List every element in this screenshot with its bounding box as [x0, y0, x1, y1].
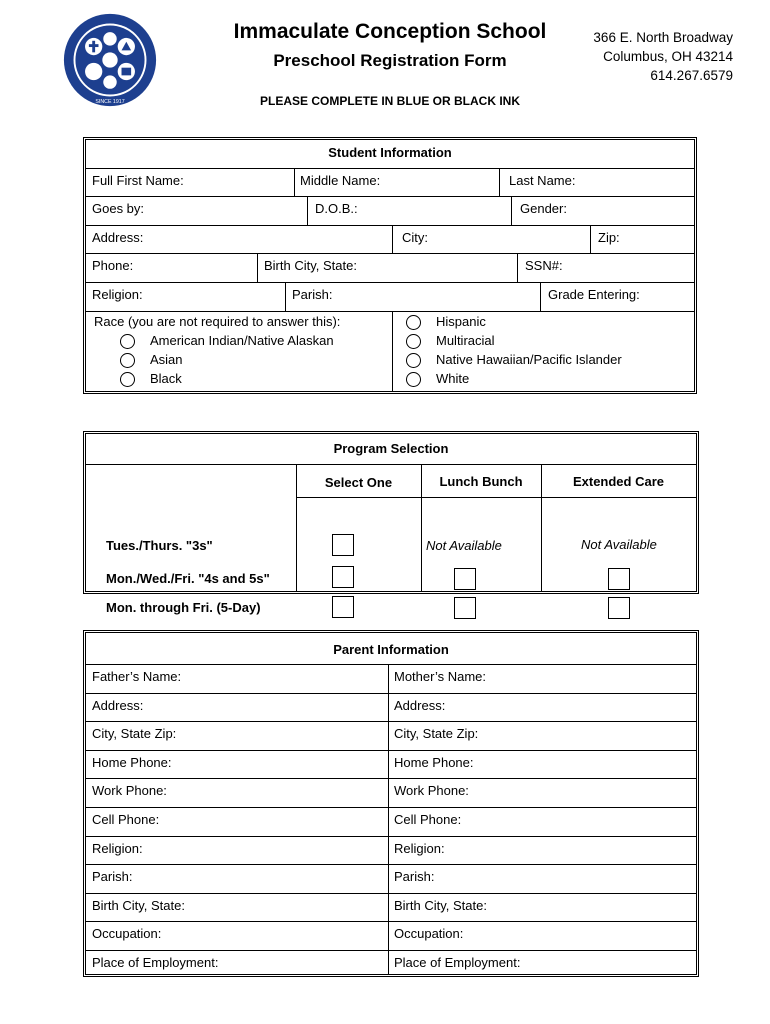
- student-birth-city-state-field[interactable]: Birth City, State:: [264, 258, 357, 273]
- column-extended-care: Extended Care: [572, 474, 665, 489]
- address-line-1: 366 E. North Broadway: [593, 30, 733, 45]
- goes-by-field[interactable]: Goes by:: [92, 201, 145, 216]
- lunch-mon-wed-fri-checkbox[interactable]: [454, 568, 476, 590]
- parent-row: [86, 721, 696, 751]
- mother-field-2[interactable]: City, State Zip:: [394, 726, 479, 742]
- program-row-tues-thurs: Tues./Thurs. "3s": [106, 538, 213, 553]
- race-prompt: Race (you are not required to answer this):: [94, 314, 341, 329]
- parent-row: [86, 778, 696, 808]
- program-selection-section: [83, 431, 699, 615]
- parent-row: [86, 693, 696, 723]
- grade-entering-field[interactable]: Grade Entering:: [548, 287, 640, 302]
- mother-field-4[interactable]: Work Phone:: [394, 783, 469, 799]
- student-religion-field[interactable]: Religion:: [92, 287, 143, 302]
- lunch-five-day-checkbox[interactable]: [454, 597, 476, 619]
- father-field-5[interactable]: Cell Phone:: [92, 812, 160, 827]
- mother-field-5[interactable]: Cell Phone:: [394, 812, 462, 827]
- student-information-heading: Student Information: [328, 145, 452, 160]
- mother-field-1[interactable]: Address:: [394, 697, 446, 713]
- father-field-3[interactable]: Home Phone:: [92, 754, 172, 770]
- parent-row: [86, 807, 696, 837]
- address-line-2: Columbus, OH 43214: [603, 49, 733, 64]
- mother-field-3[interactable]: Home Phone:: [394, 754, 474, 770]
- student-parish-field[interactable]: Parish:: [292, 287, 333, 302]
- program-row-mon-wed-fri: Mon./Wed./Fri. "4s and 5s": [106, 571, 270, 586]
- father-field-0[interactable]: Father’s Name:: [92, 669, 182, 684]
- radio-icon[interactable]: [406, 372, 421, 387]
- svg-text:SINCE 1917: SINCE 1917: [95, 99, 125, 106]
- school-address: [593, 28, 733, 85]
- radio-icon[interactable]: [406, 315, 421, 330]
- father-field-10[interactable]: Place of Employment:: [92, 955, 219, 970]
- extended-mon-wed-fri-checkbox[interactable]: [608, 568, 630, 590]
- father-field-2[interactable]: City, State Zip:: [92, 726, 177, 742]
- lunch-not-available: Not Available: [426, 538, 502, 553]
- parent-information-heading: Parent Information: [333, 642, 449, 657]
- gender-field[interactable]: Gender:: [520, 201, 567, 216]
- father-field-4[interactable]: Work Phone:: [92, 783, 167, 799]
- mother-field-7[interactable]: Parish:: [394, 869, 435, 885]
- radio-icon[interactable]: [120, 334, 135, 349]
- father-field-1[interactable]: Address:: [92, 697, 144, 713]
- select-mon-wed-fri-checkbox[interactable]: [332, 566, 354, 588]
- select-tues-thurs-checkbox[interactable]: [332, 534, 354, 556]
- zip-field[interactable]: Zip:: [598, 230, 620, 245]
- father-field-7[interactable]: Parish:: [92, 869, 133, 885]
- column-lunch-bunch: Lunch Bunch: [439, 474, 523, 489]
- ink-instruction: PLEASE COMPLETE IN BLUE OR BLACK INK: [259, 94, 520, 108]
- student-address-field[interactable]: Address:: [92, 230, 144, 245]
- school-seal-logo: [62, 12, 158, 108]
- middle-name-field[interactable]: Middle Name:: [300, 173, 381, 188]
- mother-field-9[interactable]: Occupation:: [394, 926, 464, 942]
- city-field[interactable]: City:: [402, 230, 428, 245]
- dob-field[interactable]: D.O.B.:: [315, 201, 358, 216]
- race-area: Race (you are not required to answer this): American Indian/Native Alaskan Asian Black Hispanic Multiracial Native Hawaiian/Pacific Islander White: [86, 311, 694, 391]
- student-information-section: [83, 137, 697, 394]
- parent-row: [86, 864, 696, 894]
- father-field-9[interactable]: Occupation:: [92, 926, 162, 942]
- school-phone: 614.267.6579: [650, 68, 733, 83]
- parent-row: [86, 921, 696, 951]
- parent-row: [86, 836, 696, 866]
- mother-field-8[interactable]: Birth City, State:: [394, 897, 487, 913]
- parent-row: [86, 893, 696, 923]
- radio-icon[interactable]: [120, 372, 135, 387]
- parent-row: [86, 950, 696, 980]
- form-title: Preschool Registration Form: [273, 51, 507, 70]
- mother-field-10[interactable]: Place of Employment:: [394, 955, 521, 970]
- radio-icon[interactable]: [406, 353, 421, 368]
- father-field-6[interactable]: Religion:: [92, 840, 143, 856]
- last-name-field[interactable]: Last Name:: [509, 173, 576, 188]
- parent-information-section: [83, 630, 699, 977]
- mother-field-0[interactable]: Mother’s Name:: [394, 669, 486, 684]
- mother-field-6[interactable]: Religion:: [394, 840, 445, 856]
- parent-row: [86, 664, 696, 694]
- ssn-field[interactable]: SSN#:: [525, 258, 563, 273]
- program-selection-heading: Program Selection: [333, 441, 449, 456]
- extended-not-available: Not Available: [581, 537, 657, 552]
- select-five-day-checkbox[interactable]: [332, 596, 354, 618]
- father-field-8[interactable]: Birth City, State:: [92, 897, 185, 913]
- student-phone-field[interactable]: Phone:: [92, 258, 134, 273]
- extended-five-day-checkbox[interactable]: [608, 597, 630, 619]
- school-name: Immaculate Conception School: [233, 20, 547, 43]
- parent-row: [86, 750, 696, 780]
- full-first-name-field[interactable]: Full First Name:: [92, 173, 184, 188]
- column-select-one: Select One: [324, 475, 393, 490]
- radio-icon[interactable]: [120, 353, 135, 368]
- radio-icon[interactable]: [406, 334, 421, 349]
- program-row-five-day: Mon. through Fri. (5-Day): [106, 600, 261, 615]
